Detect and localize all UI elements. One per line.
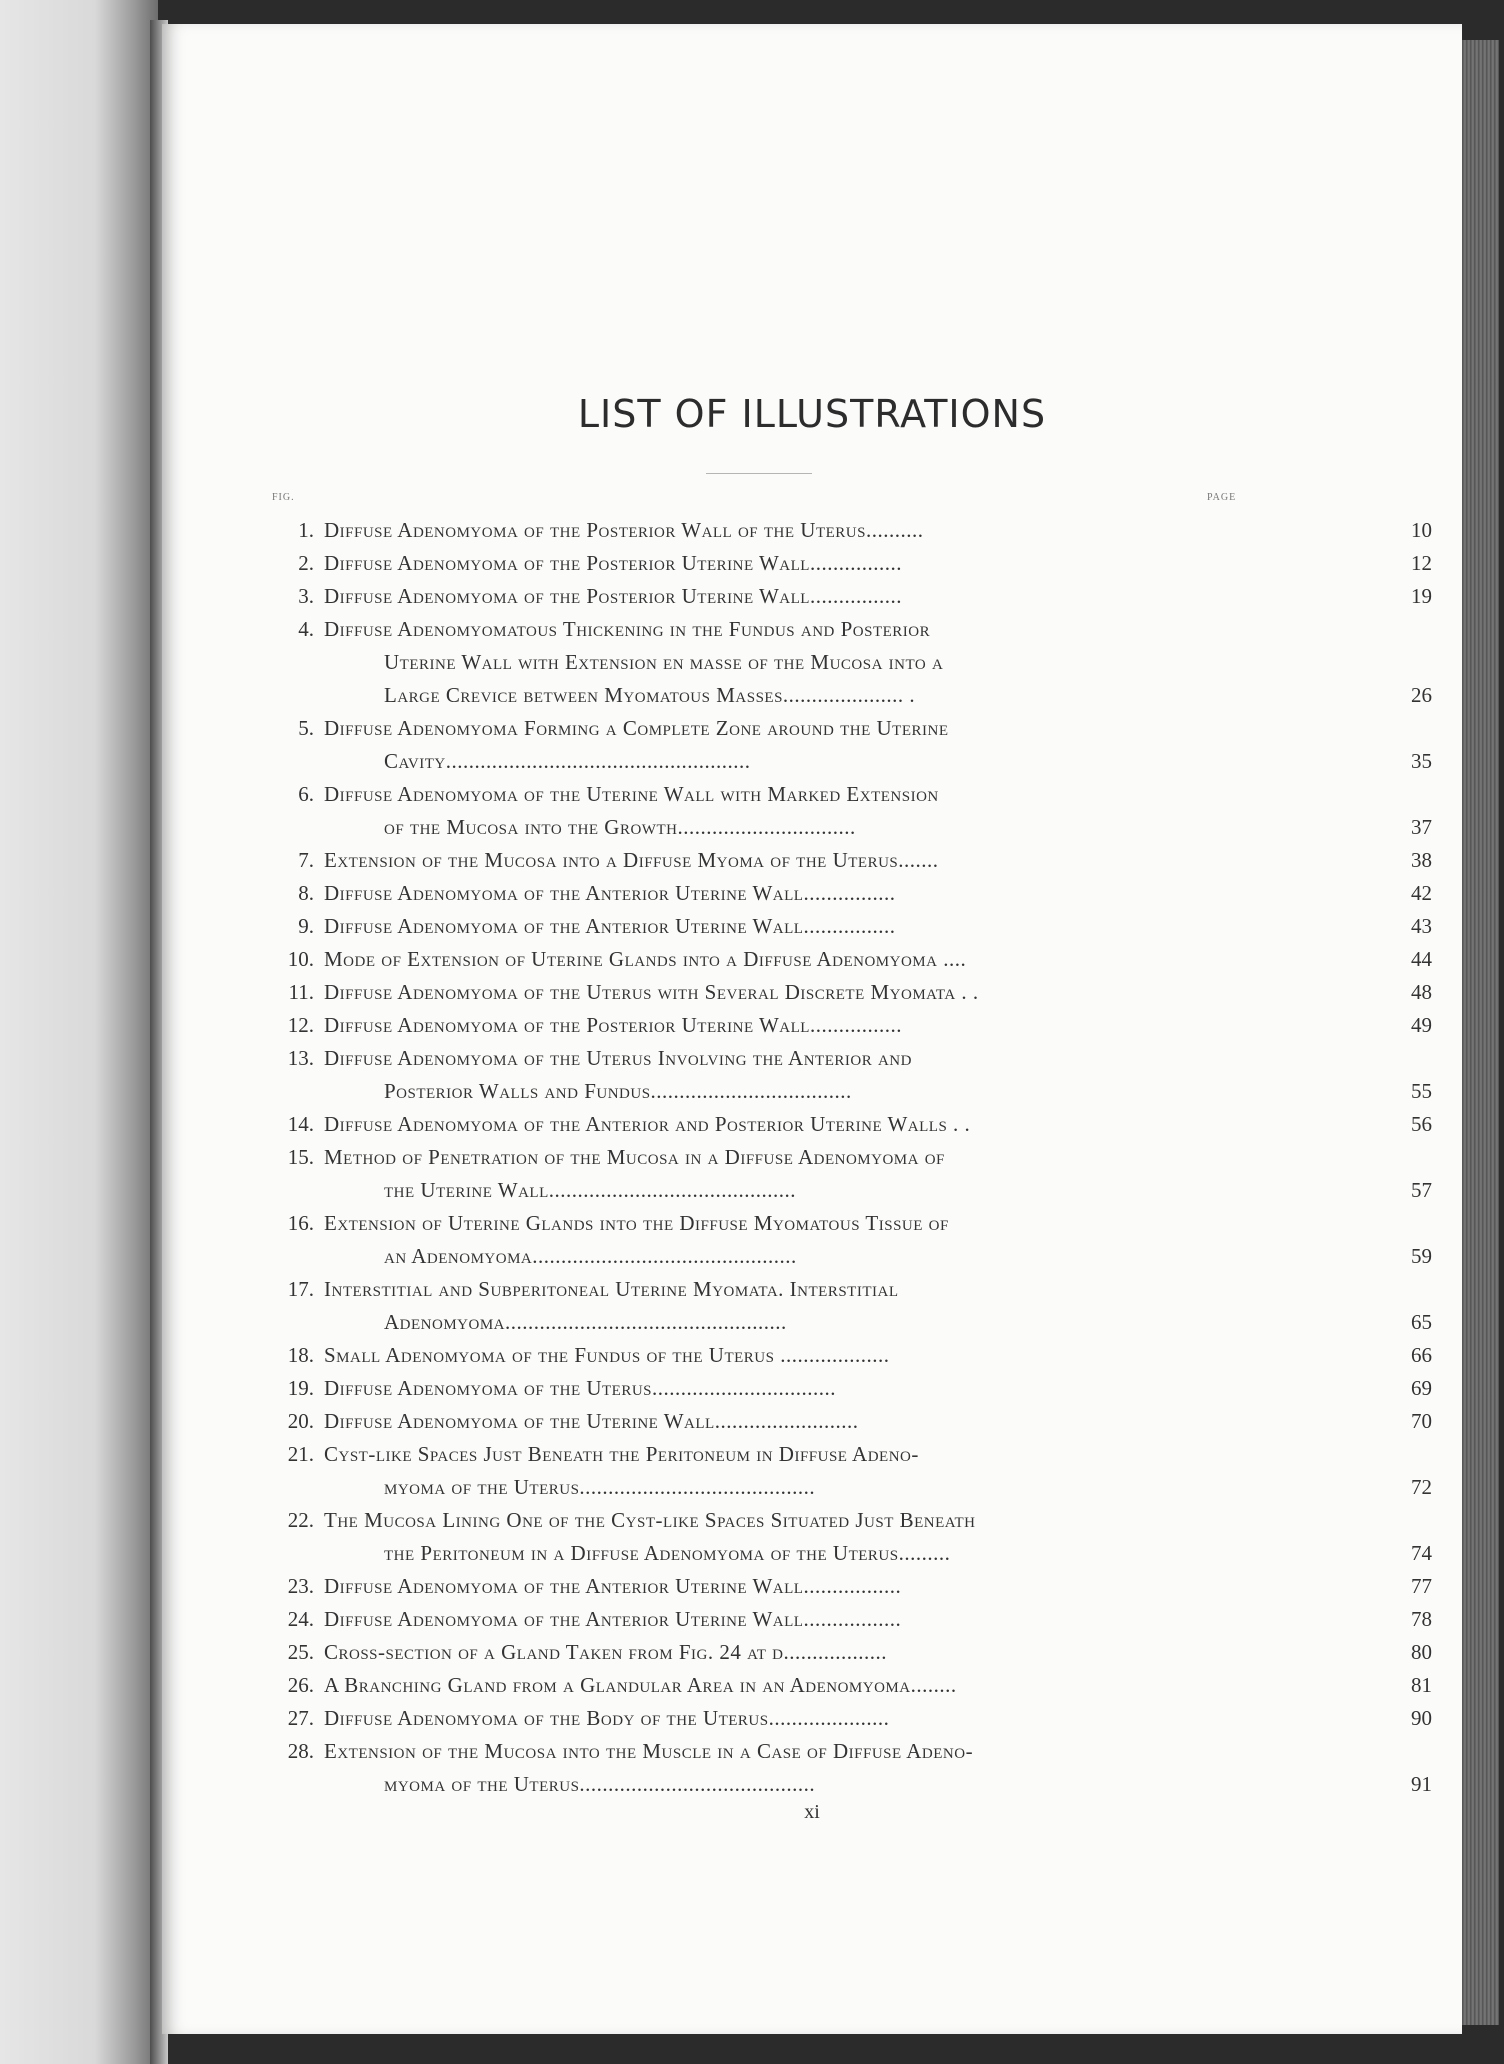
page-folio: xi	[804, 1801, 820, 1823]
caption-line: Cyst-like Spaces Just Beneath the Peritoneum in Diffuse Adeno-	[324, 1442, 919, 1466]
figure-number: 1.	[298, 518, 314, 542]
page-number: 74	[1411, 1541, 1432, 1565]
page-number: 26	[1411, 683, 1432, 707]
caption-line: Diffuse Adenomyoma of the Anterior Uterine Wall................	[324, 914, 896, 938]
page-number: 37	[1411, 815, 1432, 839]
caption-line: Diffuse Adenomyoma of the Uterus................................	[324, 1376, 837, 1400]
page-number: 78	[1411, 1607, 1432, 1631]
illustration-entry	[258, 976, 1432, 1009]
page-number: 43	[1411, 914, 1432, 938]
page-number: 70	[1411, 1409, 1432, 1433]
caption-line: Diffuse Adenomyoma Forming a Complete Zone around the Uterine	[324, 716, 949, 740]
illustration-entry	[258, 613, 1432, 712]
figure-number: 5.	[298, 716, 314, 740]
figure-number: 6.	[298, 782, 314, 806]
illustration-entry	[258, 1042, 1432, 1108]
illustration-entry	[258, 1438, 1432, 1504]
caption-line: Diffuse Adenomyoma of the Uterine Wall.........................	[324, 1409, 859, 1433]
figure-number: 28.	[287, 1739, 314, 1763]
figure-number: 2.	[298, 551, 314, 575]
illustration-entry	[258, 1108, 1432, 1141]
figure-caption	[324, 943, 1260, 976]
illustration-entry	[258, 1009, 1432, 1042]
caption-line: myoma of the Uterus.........................................	[384, 1475, 816, 1499]
figure-caption	[324, 514, 1260, 547]
page-number: 72	[1411, 1475, 1432, 1499]
figure-caption	[324, 910, 1260, 943]
figure-number: 11.	[288, 980, 314, 1004]
illustration-entry	[258, 943, 1432, 976]
figure-caption	[324, 1042, 1260, 1108]
figure-caption	[324, 1438, 1260, 1504]
caption-line: Diffuse Adenomyoma of the Posterior Uterine Wall................	[324, 1013, 902, 1037]
page-number: 10	[1411, 518, 1432, 542]
figure-caption	[324, 1009, 1260, 1042]
figure-number: 13.	[287, 1046, 314, 1070]
figure-caption	[324, 1669, 1260, 1702]
figure-caption	[324, 1636, 1260, 1669]
figure-caption	[324, 877, 1260, 910]
caption-line: Extension of the Mucosa into a Diffuse Myoma of the Uterus.......	[324, 848, 939, 872]
illustration-entry	[258, 1636, 1432, 1669]
figure-number: 7.	[298, 848, 314, 872]
figure-number: 17.	[287, 1277, 314, 1301]
figure-number: 26.	[287, 1673, 314, 1697]
caption-line: Posterior Walls and Fundus...................................	[384, 1079, 852, 1103]
figure-caption	[324, 547, 1260, 580]
illustration-entry	[258, 1504, 1432, 1570]
illustration-entry	[258, 1339, 1432, 1372]
illustration-entry	[258, 910, 1432, 943]
page-number: 38	[1411, 848, 1432, 872]
left-page-edge	[0, 0, 158, 2064]
figure-number: 23.	[287, 1574, 314, 1598]
figure-number: 9.	[298, 914, 314, 938]
illustration-entry	[258, 1735, 1432, 1801]
figure-number: 18.	[287, 1343, 314, 1367]
illustration-entry	[258, 1702, 1432, 1735]
caption-line: Cross-section of a Gland Taken from Fig. 24 at d..................	[324, 1640, 887, 1664]
caption-line: Extension of the Mucosa into the Muscle in a Case of Diffuse Adeno-	[324, 1739, 974, 1763]
figure-number: 3.	[298, 584, 314, 608]
illustration-entry	[258, 778, 1432, 844]
illustration-entry	[258, 547, 1432, 580]
caption-line: A Branching Gland from a Glandular Area in an Adenomyoma........	[324, 1673, 957, 1697]
caption-line: Small Adenomyoma of the Fundus of the Uterus ...................	[324, 1343, 890, 1367]
illustration-entry	[258, 712, 1432, 778]
figure-caption	[324, 1603, 1260, 1636]
caption-line: Uterine Wall with Extension en masse of the Mucosa into a	[384, 650, 944, 674]
figure-number: 25.	[287, 1640, 314, 1664]
figure-number: 12.	[287, 1013, 314, 1037]
figure-caption	[324, 613, 1260, 712]
illustration-entry	[258, 1141, 1432, 1207]
illustration-entry	[258, 1207, 1432, 1273]
page-number: 35	[1411, 749, 1432, 773]
page-number: 19	[1411, 584, 1432, 608]
figure-number: 22.	[287, 1508, 314, 1532]
illustration-entry	[258, 580, 1432, 613]
figure-caption	[324, 1405, 1260, 1438]
illustration-entry	[258, 514, 1432, 547]
illustration-entry	[258, 877, 1432, 910]
figure-number: 4.	[298, 617, 314, 641]
figure-number: 14.	[287, 1112, 314, 1136]
page-number: 77	[1411, 1574, 1432, 1598]
figure-number: 16.	[287, 1211, 314, 1235]
caption-line: Diffuse Adenomyoma of the Posterior Uterine Wall................	[324, 584, 902, 608]
figure-number: 24.	[287, 1607, 314, 1631]
illustration-entry	[258, 1570, 1432, 1603]
figure-caption	[324, 1372, 1260, 1405]
illustration-entry	[258, 844, 1432, 877]
caption-line: Diffuse Adenomyoma of the Posterior Uterine Wall................	[324, 551, 902, 575]
illustration-entry	[258, 1603, 1432, 1636]
figure-number: 20.	[287, 1409, 314, 1433]
figure-number: 19.	[287, 1376, 314, 1400]
title-divider	[706, 473, 812, 474]
figure-caption	[324, 1570, 1260, 1603]
caption-line: Method of Penetration of the Mucosa in a Diffuse Adenomyoma of	[324, 1145, 945, 1169]
figure-caption	[324, 712, 1260, 778]
page-number: 57	[1411, 1178, 1432, 1202]
page-number: 81	[1411, 1673, 1432, 1697]
figure-caption	[324, 1504, 1260, 1570]
caption-line: Diffuse Adenomyoma of the Uterus with Several Discrete Myomata . .	[324, 980, 979, 1004]
caption-line: Diffuse Adenomyoma of the Posterior Wall of the Uterus..........	[324, 518, 924, 542]
page-number: 59	[1411, 1244, 1432, 1268]
figure-caption	[324, 580, 1260, 613]
page-number: 56	[1411, 1112, 1432, 1136]
caption-line: the Peritoneum in a Diffuse Adenomyoma of the Uterus.........	[384, 1541, 951, 1565]
caption-line: Diffuse Adenomyoma of the Uterus Involving the Anterior and	[324, 1046, 912, 1070]
page-number: 42	[1411, 881, 1432, 905]
caption-line: Adenomyoma.................................................	[384, 1310, 787, 1334]
figure-number: 27.	[287, 1706, 314, 1730]
caption-line: Interstitial and Subperitoneal Uterine Myomata. Interstitial	[324, 1277, 899, 1301]
page-number: 65	[1411, 1310, 1432, 1334]
figure-caption	[324, 1735, 1260, 1801]
figure-caption	[324, 778, 1260, 844]
figure-caption	[324, 1273, 1260, 1339]
caption-line: the Uterine Wall...........................................	[384, 1178, 796, 1202]
page-number: 80	[1411, 1640, 1432, 1664]
illustration-list	[258, 514, 1432, 1801]
caption-line: Diffuse Adenomyomatous Thickening in the Fundus and Posterior	[324, 617, 931, 641]
book-page	[162, 24, 1462, 2034]
figure-caption	[324, 844, 1260, 877]
figure-number: 10.	[287, 947, 314, 971]
page-number: 48	[1411, 980, 1432, 1004]
figure-caption	[324, 1702, 1260, 1735]
page-number: 12	[1411, 551, 1432, 575]
figure-caption	[324, 976, 1260, 1009]
page-number: 49	[1411, 1013, 1432, 1037]
page-title: LIST OF ILLUSTRATIONS	[577, 392, 1047, 436]
page-number: 66	[1411, 1343, 1432, 1367]
figure-number: 8.	[298, 881, 314, 905]
caption-line: Diffuse Adenomyoma of the Anterior Uterine Wall.................	[324, 1574, 902, 1598]
figure-caption	[324, 1108, 1260, 1141]
caption-line: Extension of Uterine Glands into the Diffuse Myomatous Tissue of	[324, 1211, 949, 1235]
caption-line: Diffuse Adenomyoma of the Anterior and Posterior Uterine Walls . .	[324, 1112, 971, 1136]
figure-number: 21.	[287, 1442, 314, 1466]
page-number: 55	[1411, 1079, 1432, 1103]
illustration-entry	[258, 1669, 1432, 1702]
caption-line: Mode of Extension of Uterine Glands into a Diffuse Adenomyoma ....	[324, 947, 967, 971]
fig-column-label: FIG.	[272, 492, 295, 503]
illustration-entry	[258, 1372, 1432, 1405]
page-number: 91	[1411, 1772, 1432, 1796]
page-number: 44	[1411, 947, 1432, 971]
caption-line: Diffuse Adenomyoma of the Uterine Wall with Marked Extension	[324, 782, 939, 806]
caption-line: myoma of the Uterus.........................................	[384, 1772, 816, 1796]
caption-line: Cavity.....................................................	[384, 749, 751, 773]
figure-number: 15.	[287, 1145, 314, 1169]
illustration-entry	[258, 1273, 1432, 1339]
figure-caption	[324, 1141, 1260, 1207]
caption-line: an Adenomyoma..............................................	[384, 1244, 797, 1268]
caption-line: Large Crevice between Myomatous Masses..................... .	[384, 683, 916, 707]
figure-caption	[324, 1207, 1260, 1273]
caption-line: of the Mucosa into the Growth...............................	[384, 815, 856, 839]
illustration-entry	[258, 1405, 1432, 1438]
figure-caption	[324, 1339, 1260, 1372]
caption-line: Diffuse Adenomyoma of the Body of the Uterus.....................	[324, 1706, 890, 1730]
page-number: 90	[1411, 1706, 1432, 1730]
page-column-label: PAGE	[1207, 492, 1237, 503]
page-number: 69	[1411, 1376, 1432, 1400]
caption-line: The Mucosa Lining One of the Cyst-like Spaces Situated Just Beneath	[324, 1508, 976, 1532]
caption-line: Diffuse Adenomyoma of the Anterior Uterine Wall.................	[324, 1607, 902, 1631]
caption-line: Diffuse Adenomyoma of the Anterior Uterine Wall................	[324, 881, 896, 905]
